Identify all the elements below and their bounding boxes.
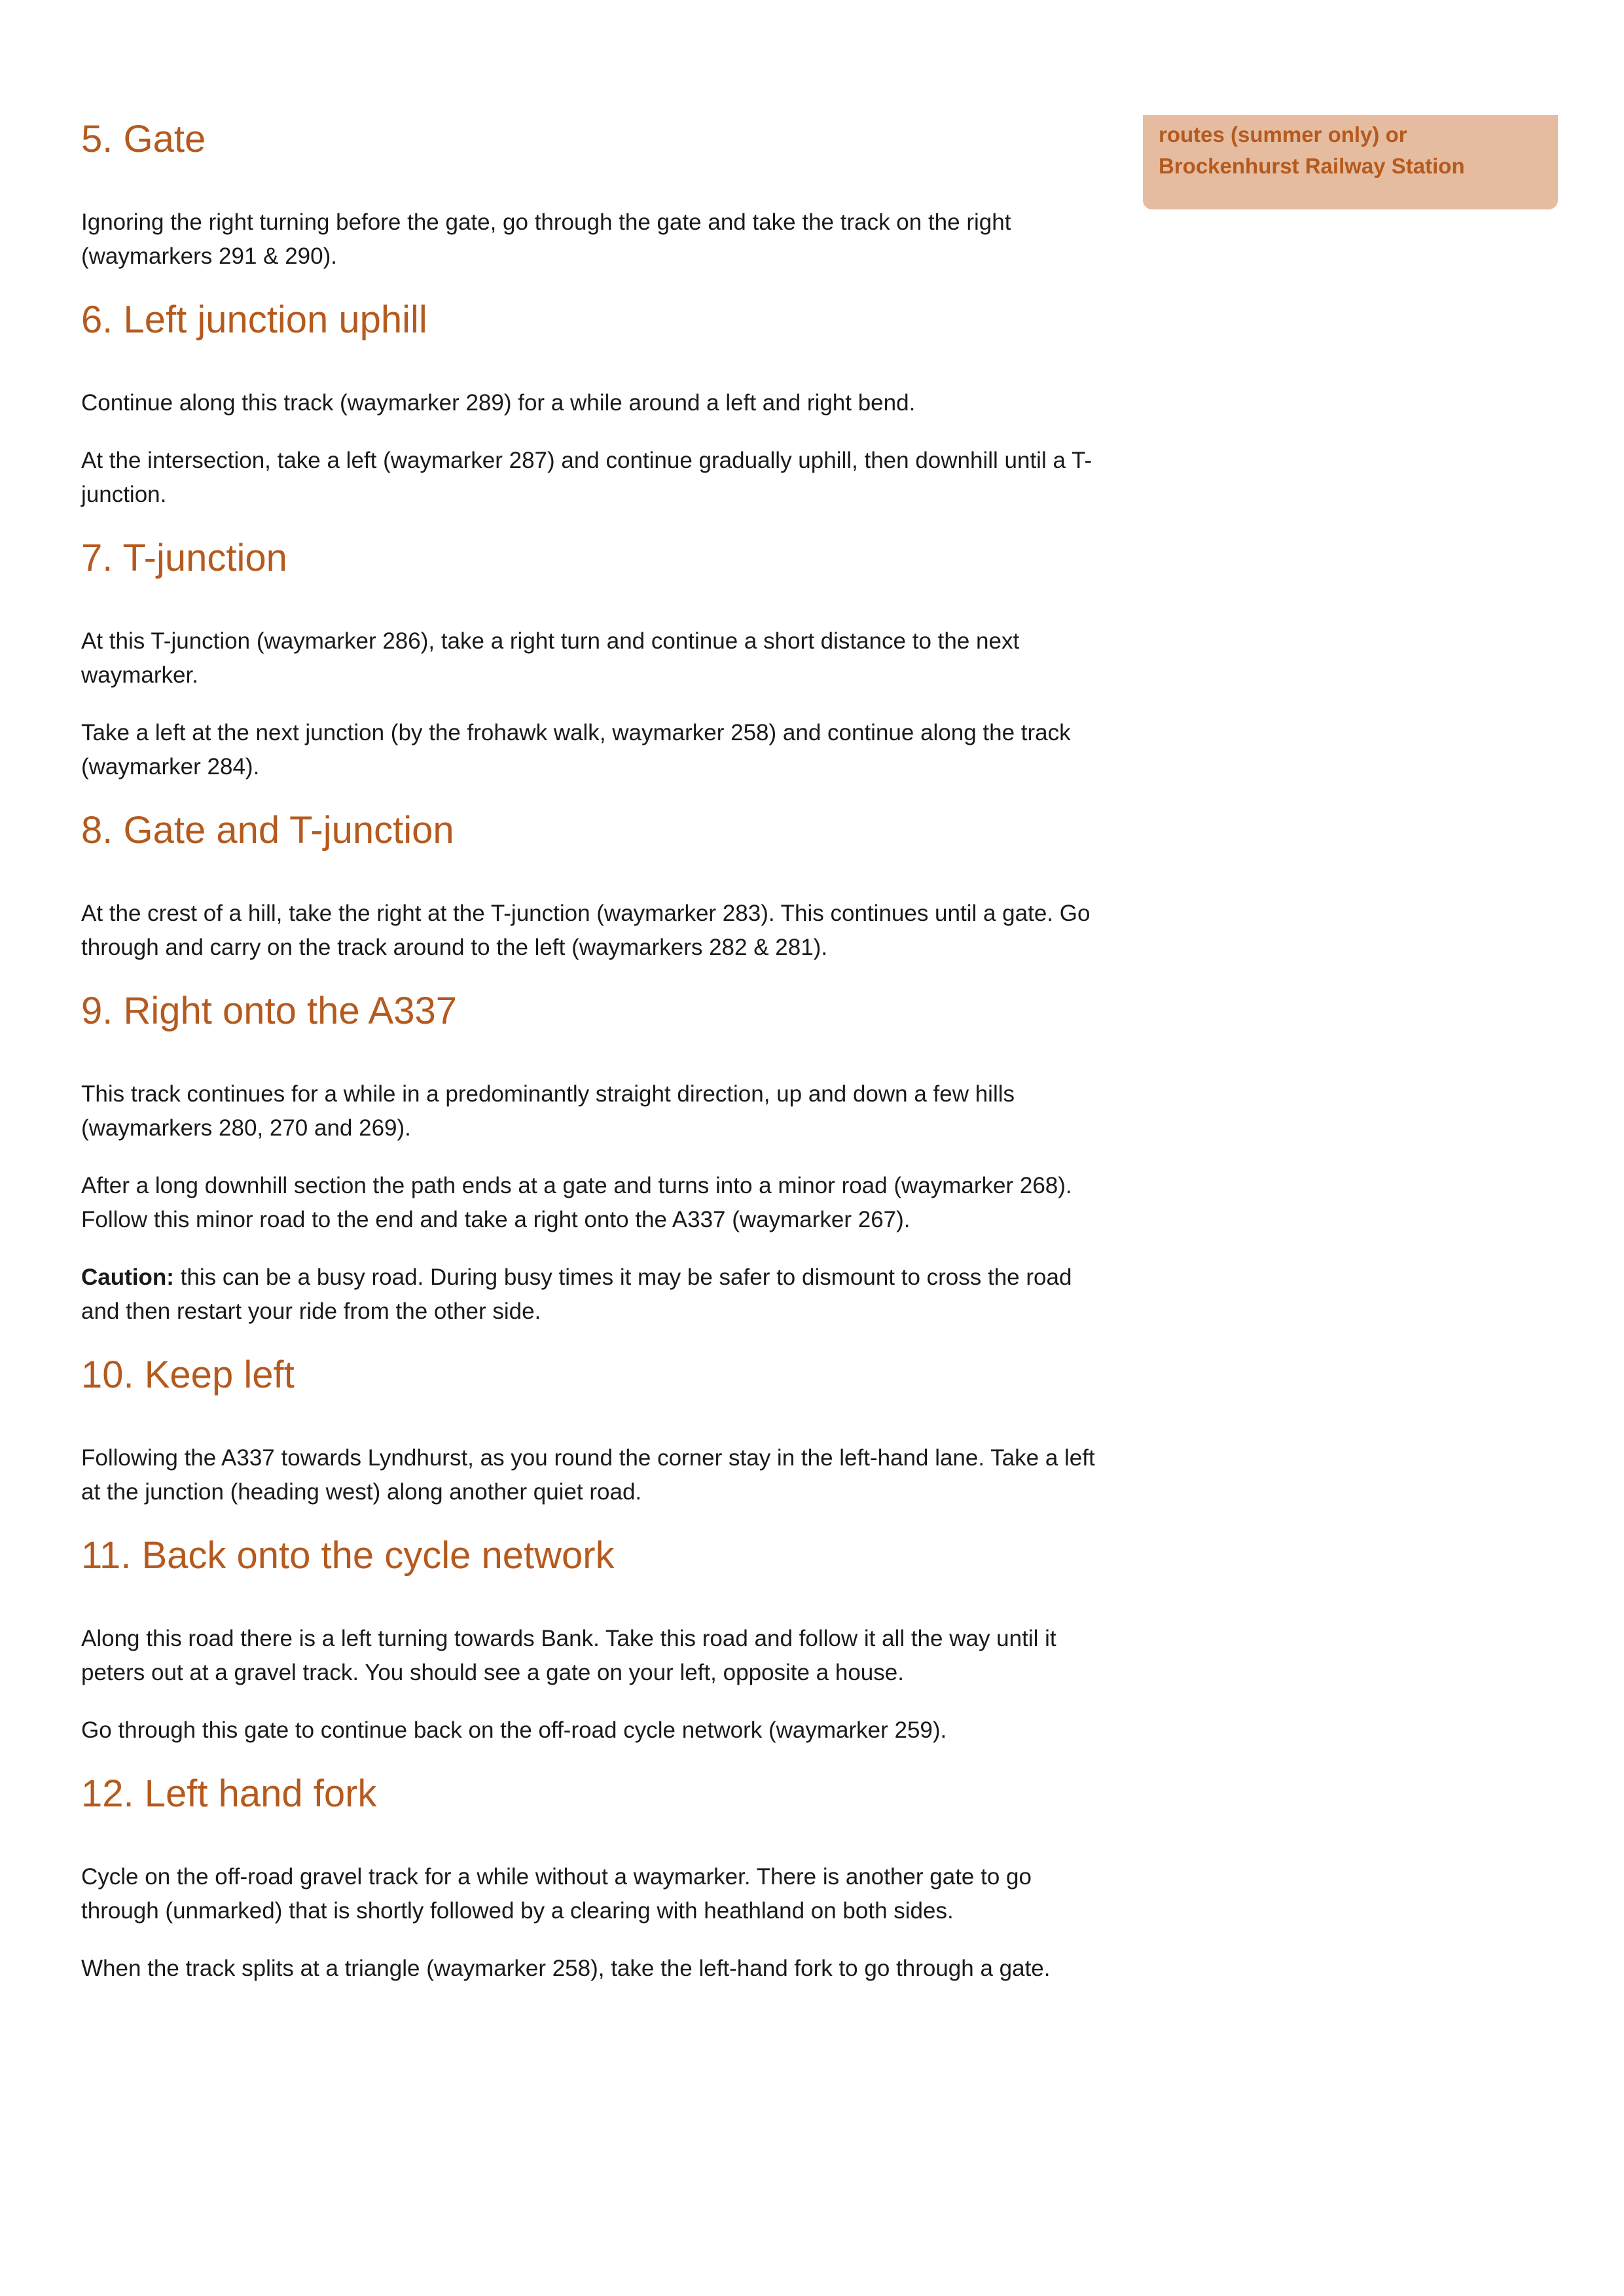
section-7-t-junction <box>81 535 1102 784</box>
section-10-keep-left <box>81 1352 1102 1509</box>
section-paragraph: At this T-junction (waymarker 286), take a right turn and continue a short distance to the next waymarker. <box>81 628 1020 688</box>
section-paragraph: At the crest of a hill, take the right at the T-junction (waymarker 283). This continues until a gate. Go through and carry on the track around to the left (waymarkers 282 & 281). <box>81 901 1091 960</box>
section-heading: 11. Back onto the cycle network <box>81 1534 615 1577</box>
section-paragraph: At the intersection, take a left (waymarker 287) and continue gradually uphill, then downhill until a T-junction. <box>81 448 1092 507</box>
section-paragraph: Along this road there is a left turning towards Bank. Take this road and follow it all the way until it peters out at a gravel track. You should see a gate on your left, opposite a house. <box>81 1626 1056 1685</box>
section-8-gate-and-t-junction <box>81 808 1102 965</box>
section-paragraph: Continue along this track (waymarker 289) for a while around a left and right bend. <box>81 390 916 416</box>
section-paragraph: Following the A337 towards Lyndhurst, as you round the corner stay in the left-hand lane. Take a left at the junction (heading west) along another quiet road. <box>81 1445 1095 1505</box>
caution-text: this can be a busy road. During busy times it may be safer to dismount to cross the road and then restart your ride from the other side. <box>81 1265 1072 1324</box>
sidebar-info-box <box>1143 115 1558 209</box>
section-paragraph: Cycle on the off-road gravel track for a while without a waymarker. There is another gate to go through (unmarked) that is shortly followed by a clearing with heathland on both sides. <box>81 1864 1032 1924</box>
main-content <box>81 117 1102 2009</box>
caution-label: Caution: <box>81 1265 174 1290</box>
section-heading: 12. Left hand fork <box>81 1772 377 1815</box>
caution-paragraph <box>81 1261 1102 1329</box>
section-heading: 8. Gate and T-junction <box>81 809 454 852</box>
section-paragraph: Go through this gate to continue back on the off-road cycle network (waymarker 259). <box>81 1717 947 1743</box>
section-heading: 10. Keep left <box>81 1354 295 1396</box>
section-6-left-junction-uphill <box>81 297 1102 512</box>
section-heading: 5. Gate <box>81 118 206 160</box>
section-paragraph: Take a left at the next junction (by the frohawk walk, waymarker 258) and continue along the track (waymarker 284). <box>81 720 1071 780</box>
sidebar-line: Brockenhurst Railway Station <box>1159 154 1465 178</box>
section-heading: 7. T-junction <box>81 537 287 579</box>
section-11-back-onto-cycle-network <box>81 1533 1102 1748</box>
section-paragraph: Ignoring the right turning before the gate, go through the gate and take the track on the right (waymarkers 291 & 290). <box>81 209 1011 269</box>
section-paragraph: This track continues for a while in a predominantly straight direction, up and down a few hills (waymarkers 280, 270 and 269). <box>81 1081 1015 1141</box>
section-12-left-hand-fork <box>81 1771 1102 1986</box>
section-9-right-onto-a337 <box>81 988 1102 1329</box>
section-heading: 6. Left junction uphill <box>81 298 427 341</box>
section-heading: 9. Right onto the A337 <box>81 990 457 1032</box>
section-paragraph: When the track splits at a triangle (waymarker 258), take the left-hand fork to go through a gate. <box>81 1956 1051 1981</box>
section-5-gate <box>81 117 1102 274</box>
section-paragraph: After a long downhill section the path ends at a gate and turns into a minor road (waymarker 268). Follow this minor road to the end and take a right onto the A337 (waymarker 267). <box>81 1173 1072 1232</box>
sidebar-line: routes (summer only) or <box>1159 122 1407 147</box>
